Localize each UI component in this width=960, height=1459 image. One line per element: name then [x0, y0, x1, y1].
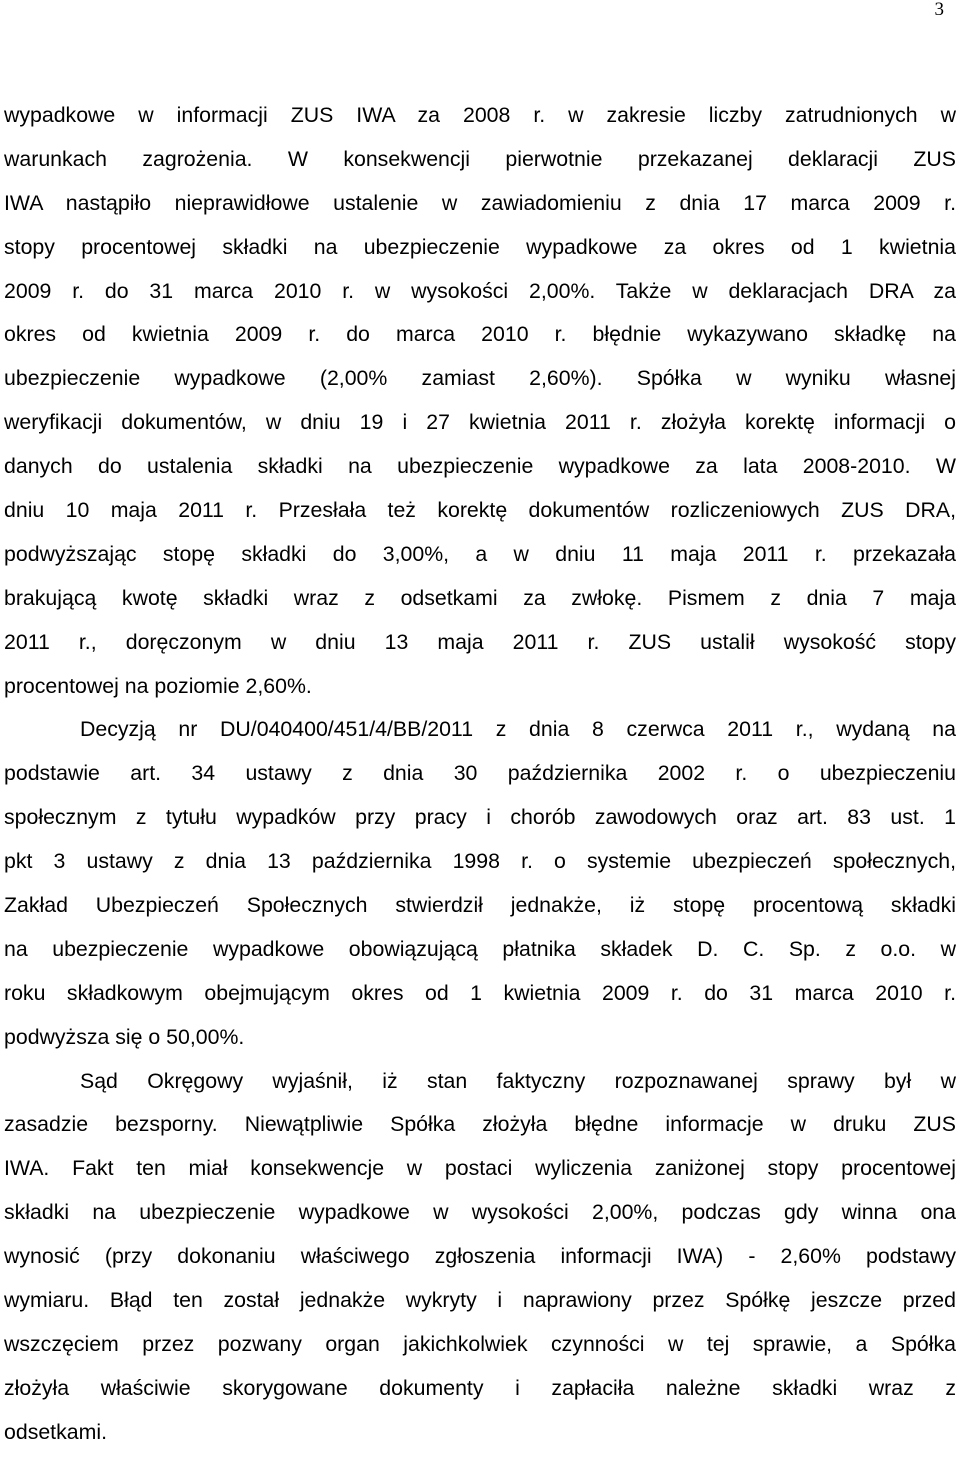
text-line: wymiaru. Błąd ten został jednakże wykryty i naprawiony przez Spółkę jeszcze przed — [4, 1288, 956, 1313]
text-line: zasadzie bezsporny. Niewątpliwie Spółka złożyła błędne informacje w druku ZUS — [4, 1112, 956, 1137]
text-line: Zakład Ubezpieczeń Społecznych stwierdził jednakże, iż stopę procentową składki — [4, 893, 956, 918]
text-line: podwyższa się o 50,00%. — [4, 1024, 245, 1049]
text-line: ubezpieczenie wypadkowe (2,00% zamiast 2,60%). Spółka w wyniku własnej — [4, 366, 956, 391]
paragraph-1 — [4, 94, 956, 708]
text-line: dniu 10 maja 2011 r. Przesłała też korektę dokumentów rozliczeniowych ZUS DRA, — [4, 498, 956, 523]
text-line: odsetkami. — [4, 1419, 107, 1444]
text-line: warunkach zagrożenia. W konsekwencji pierwotnie przekazanej deklaracji ZUS — [4, 146, 956, 171]
text-line: na ubezpieczenie wypadkowe obowiązującą płatnika składek D. C. Sp. z o.o. w — [4, 936, 956, 961]
text-line: weryfikacji dokumentów, w dniu 19 i 27 kwietnia 2011 r. złożyła korektę informacji o — [4, 410, 956, 435]
text-line: wypadkowe w informacji ZUS IWA za 2008 r. w zakresie liczby zatrudnionych w — [4, 103, 956, 127]
text-line: brakującą kwotę składki wraz z odsetkami za zwłokę. Pismem z dnia 7 maja — [4, 585, 956, 610]
text-line: podwyższając stopę składki do 3,00%, a w dniu 11 maja 2011 r. przekazała — [4, 541, 956, 566]
text-line: podstawie art. 34 ustawy z dnia 30 października 2002 r. o ubezpieczeniu — [4, 761, 956, 786]
text-line: złożyła właściwie skorygowane dokumenty i zapłaciła należne składki wraz z — [4, 1375, 956, 1400]
text-line: pkt 3 ustawy z dnia 13 października 1998 r. o systemie ubezpieczeń społecznych, — [4, 849, 956, 874]
paragraph-3 — [4, 1060, 956, 1455]
text-line: wszczęciem przez pozwany organ jakichkolwiek czynności w tej sprawie, a Spółka — [4, 1331, 956, 1356]
text-line: Sąd Okręgowy wyjaśnił, iż stan faktyczny rozpoznawanej sprawy był w — [80, 1068, 956, 1093]
text-line: składki na ubezpieczenie wypadkowe w wysokości 2,00%, podczas gdy winna ona — [4, 1200, 956, 1225]
document-body — [4, 94, 956, 1455]
text-line: 2011 r., doręczonym w dniu 13 maja 2011 r. ZUS ustalił wysokość stopy — [4, 629, 956, 654]
text-line: Decyzją nr DU/040400/451/4/BB/2011 z dnia 8 czerwca 2011 r., wydaną na — [80, 717, 956, 742]
text-line: 2009 r. do 31 marca 2010 r. w wysokości 2,00%. Także w deklaracjach DRA za — [4, 278, 956, 303]
text-line: stopy procentowej składki na ubezpieczenie wypadkowe za okres od 1 kwietnia — [4, 234, 956, 259]
text-line: IWA nastąpiło nieprawidłowe ustalenie w zawiadomieniu z dnia 17 marca 2009 r. — [4, 190, 956, 215]
text-line: okres od kwietnia 2009 r. do marca 2010 r. błędnie wykazywano składkę na — [4, 322, 956, 347]
text-line: społecznym z tytułu wypadków przy pracy i chorób zawodowych oraz art. 83 ust. 1 — [4, 805, 956, 830]
text-line: procentowej na poziomie 2,60%. — [4, 673, 312, 698]
text-line: roku składkowym obejmującym okres od 1 kwietnia 2009 r. do 31 marca 2010 r. — [4, 980, 956, 1005]
page-number: 3 — [934, 0, 944, 20]
text-line: IWA. Fakt ten miał konsekwencje w postaci wyliczenia zaniżonej stopy procentowej — [4, 1156, 956, 1181]
paragraph-2 — [4, 708, 956, 1059]
text-line: danych do ustalenia składki na ubezpieczenie wypadkowe za lata 2008-2010. W — [4, 454, 956, 479]
text-line: wynosić (przy dokonaniu właściwego zgłoszenia informacji IWA) - 2,60% podstawy — [4, 1244, 956, 1269]
